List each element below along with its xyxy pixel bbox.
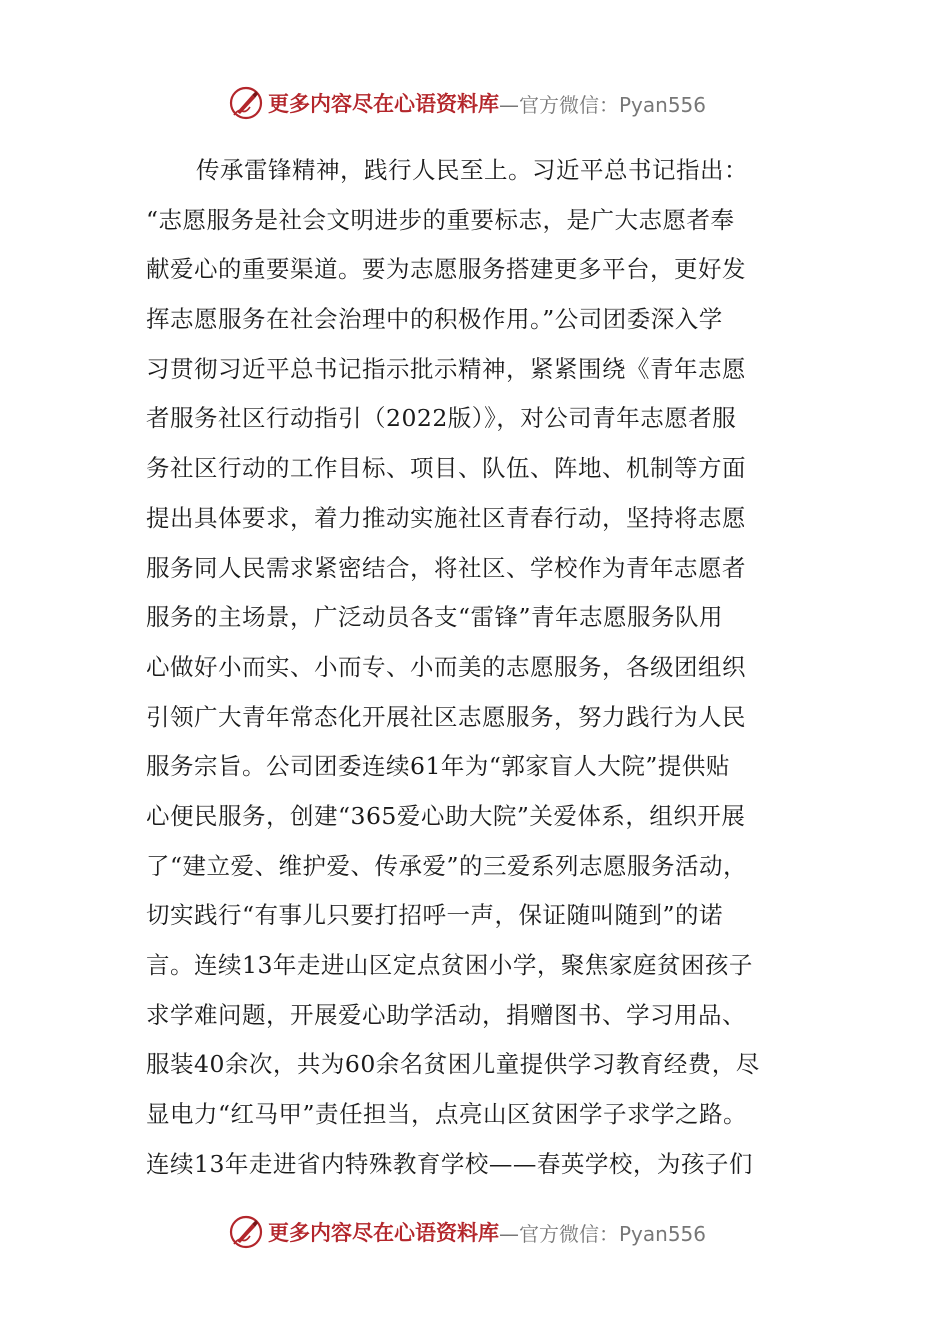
article-line: 求学难问题，开展爱心助学活动，捐赠图书、学习用品、: [146, 1000, 746, 1029]
article-line: 显电力“红马甲”责任担当，点亮山区贫困学子求学之路。: [146, 1100, 748, 1129]
article-line: “志愿服务是社会文明进步的重要标志，是广大志愿者奉: [146, 205, 735, 234]
banner-contact-text: —官方微信：Pyan556: [499, 1221, 707, 1246]
pen-logo-icon: [228, 85, 264, 121]
article-line: 务社区行动的工作目标、项目、队伍、阵地、机制等方面: [146, 454, 746, 483]
article-line: 服务宗旨。公司团委连续61年为“郭家盲人大院”提供贴: [146, 752, 730, 781]
article-line: 连续13年走进省内特殊教育学校——春英学校，为孩子们: [146, 1149, 753, 1178]
banner-brand-text: 更多内容尽在心语资料库: [268, 1220, 499, 1245]
banner-brand-text: 更多内容尽在心语资料库: [268, 91, 499, 116]
article-line: 者服务社区行动指引（2022版）》，对公司青年志愿者服: [146, 404, 737, 433]
pen-logo-icon: [228, 1214, 264, 1250]
article-line: 挥志愿服务在社会治理中的积极作用。”公司团委深入学: [146, 305, 723, 334]
article-line: 习贯彻习近平总书记指示批示精神，紧紧围绕《青年志愿: [146, 354, 746, 383]
article-line: 提出具体要求，着力推动实施社区青春行动，坚持将志愿: [146, 503, 746, 532]
article-line: 传承雷锋精神，践行人民至上。习近平总书记指出：: [196, 156, 748, 184]
header-banner: [228, 83, 706, 123]
article-line: 服装40余次，共为60余名贫困儿童提供学习教育经费，尽: [146, 1050, 760, 1079]
banner-contact-text: —官方微信：Pyan556: [499, 92, 707, 117]
article-line: 心做好小而实、小而专、小而美的志愿服务，各级团组织: [146, 652, 746, 681]
article-line: 献爱心的重要渠道。要为志愿服务搭建更多平台，更好发: [146, 255, 746, 284]
article-line: 服务的主场景，广泛动员各支“雷锋”青年志愿服务队用: [146, 603, 724, 632]
article-line: 切实践行“有事儿只要打招呼一声，保证随叫随到”的诺: [146, 901, 724, 930]
article-line: 心便民服务，创建“365爱心助大院”关爱体系，组织开展: [146, 801, 746, 830]
article-line: 言。连续13年走进山区定点贫困小学，聚焦家庭贫困孩子: [146, 951, 753, 979]
article-line: 引领广大青年常态化开展社区志愿服务，努力践行为人民: [146, 702, 746, 731]
article-line: 了“建立爱、维护爱、传承爱”的三爱系列志愿服务活动，: [146, 851, 748, 880]
footer-banner: [228, 1212, 706, 1252]
article-body: [146, 146, 811, 1189]
article-line: 服务同人民需求紧密结合，将社区、学校作为青年志愿者: [146, 553, 746, 582]
